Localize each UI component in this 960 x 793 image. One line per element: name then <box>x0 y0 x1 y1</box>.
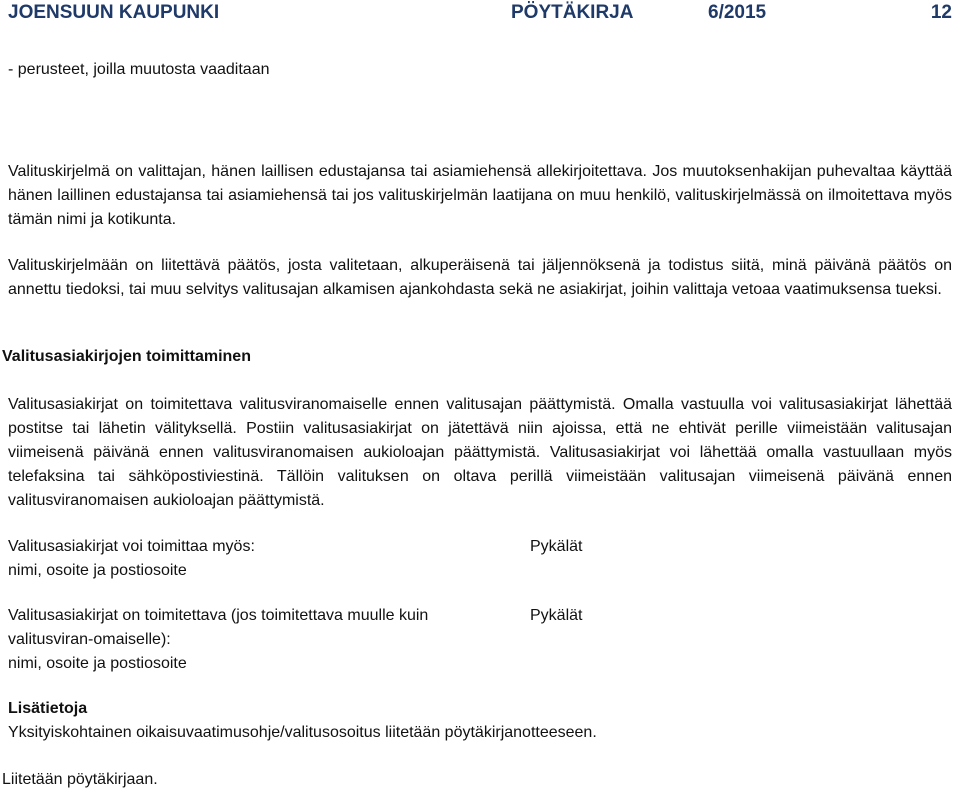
organization-name: JOENSUUN KAUPUNKI <box>8 2 220 23</box>
delivery-option-sections: Pykälät <box>530 538 583 555</box>
delivery-option-label: Valitusasiakirjat voi toimittaa myös: <box>8 538 255 555</box>
page-number: 12 <box>930 2 952 23</box>
delivery-option-label: Valitusasiakirjat on toimitettava (jos toimitettava muulle kuin valitusviran-omaiselle): <box>8 607 429 648</box>
paragraph-info: Yksityiskohtainen oikaisuvaatimusohje/valitusosoitus liitetään pöytäkirjanotteeseen. <box>8 724 597 741</box>
heading-delivery: Valitusasiakirjojen toimittaminen <box>2 348 251 365</box>
footer-note: Liitetään pöytäkirjaan. <box>2 771 158 788</box>
grounds-line: - perusteet, joilla muutosta vaaditaan <box>8 61 270 78</box>
delivery-option-address: nimi, osoite ja postiosoite <box>8 562 187 579</box>
document-number: 6/2015 <box>708 2 767 23</box>
page-header <box>8 2 952 30</box>
delivery-option-sections: Pykälät <box>530 607 583 624</box>
heading-info: Lisätietoja <box>8 700 88 717</box>
paragraph-delivery: Valitusasiakirjat on toimitettava valitusviranomaiselle ennen valitusajan päättymistä. Omalla vastuulla voi valitusasiakirjat lähettää postitse tai lähetin välityksellä. Postiin valitusasiakirjat on jätettävä niin ajoissa, että ne ehtivät perille viimeistään valitusajan viimeisenä päivänä ennen valitusviranomaisen aukioloajan päättymistä. Valitusasiakirjat voi lähettää omalla vastuullaan myös telefaksina tai sähköpostiviestinä. Tällöin valituksen on oltava perillä viimeistään valitusajan viimeisenä päivänä ennen valitusviranomaisen aukioloajan päättymistä. <box>8 396 952 509</box>
paragraph-attachments: Valituskirjelmään on liitettävä päätös, josta valitetaan, alkuperäisenä tai jäljennöksenä ja todistus siitä, minä päivänä päätös on annettu tiedoksi, tai muu selvitys valitusajan alkamisen ajankohdasta sekä ne asiakirjat, joihin valittaja vetoaa vaatimuksensa tueksi. <box>8 257 952 298</box>
delivery-option-address: nimi, osoite ja postiosoite <box>8 655 187 672</box>
paragraph-signing: Valituskirjelmä on valittajan, hänen laillisen edustajansa tai asiamiehensä allekirjoitettava. Jos muutoksenhakijan puhevaltaa käyttää hänen laillinen edustajansa tai asiamiehensä tai jos valituskirjelmän laatijana on muu henkilö, valituskirjelmässä on ilmoitettava myös tämän nimi ja kotikunta. <box>8 163 952 228</box>
document-type: PÖYTÄKIRJA <box>511 2 634 23</box>
